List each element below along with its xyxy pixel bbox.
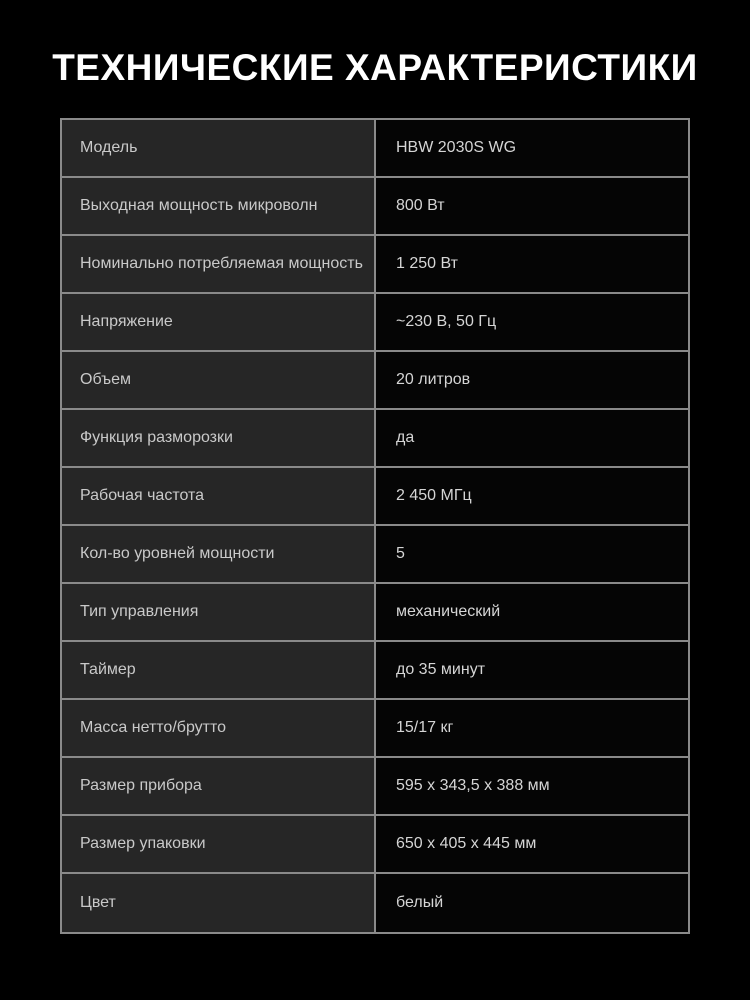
spec-label: Кол-во уровней мощности	[62, 526, 376, 582]
table-row	[62, 758, 688, 816]
table-row	[62, 120, 688, 178]
spec-label: Модель	[62, 120, 376, 176]
spec-value: ~230 В, 50 Гц	[376, 294, 688, 350]
spec-value: да	[376, 410, 688, 466]
table-row	[62, 584, 688, 642]
table-row	[62, 700, 688, 758]
spec-label: Напряжение	[62, 294, 376, 350]
spec-label: Масса нетто/брутто	[62, 700, 376, 756]
spec-table	[60, 118, 690, 934]
table-row	[62, 816, 688, 874]
spec-value: белый	[376, 874, 688, 932]
spec-value: 800 Вт	[376, 178, 688, 234]
spec-label: Тип управления	[62, 584, 376, 640]
table-row	[62, 178, 688, 236]
spec-value: 2 450 МГц	[376, 468, 688, 524]
spec-label: Номинально потребляемая мощность	[62, 236, 376, 292]
spec-value: 595 x 343,5 x 388 мм	[376, 758, 688, 814]
spec-value: 15/17 кг	[376, 700, 688, 756]
table-row	[62, 874, 688, 932]
spec-label: Размер прибора	[62, 758, 376, 814]
table-row	[62, 294, 688, 352]
spec-label: Цвет	[62, 874, 376, 932]
spec-label: Таймер	[62, 642, 376, 698]
spec-label: Рабочая частота	[62, 468, 376, 524]
spec-label: Выходная мощность микроволн	[62, 178, 376, 234]
table-row	[62, 352, 688, 410]
spec-label: Размер упаковки	[62, 816, 376, 872]
spec-value: 1 250 Вт	[376, 236, 688, 292]
page-title: ТЕХНИЧЕСКИЕ ХАРАКТЕРИСТИКИ	[52, 47, 698, 88]
spec-label: Объем	[62, 352, 376, 408]
table-row	[62, 526, 688, 584]
spec-value: HBW 2030S WG	[376, 120, 688, 176]
spec-value: 5	[376, 526, 688, 582]
spec-value: механический	[376, 584, 688, 640]
spec-value: до 35 минут	[376, 642, 688, 698]
table-row	[62, 410, 688, 468]
table-row	[62, 642, 688, 700]
table-row	[62, 468, 688, 526]
spec-value: 20 литров	[376, 352, 688, 408]
table-row	[62, 236, 688, 294]
spec-value: 650 x 405 x 445 мм	[376, 816, 688, 872]
spec-label: Функция разморозки	[62, 410, 376, 466]
